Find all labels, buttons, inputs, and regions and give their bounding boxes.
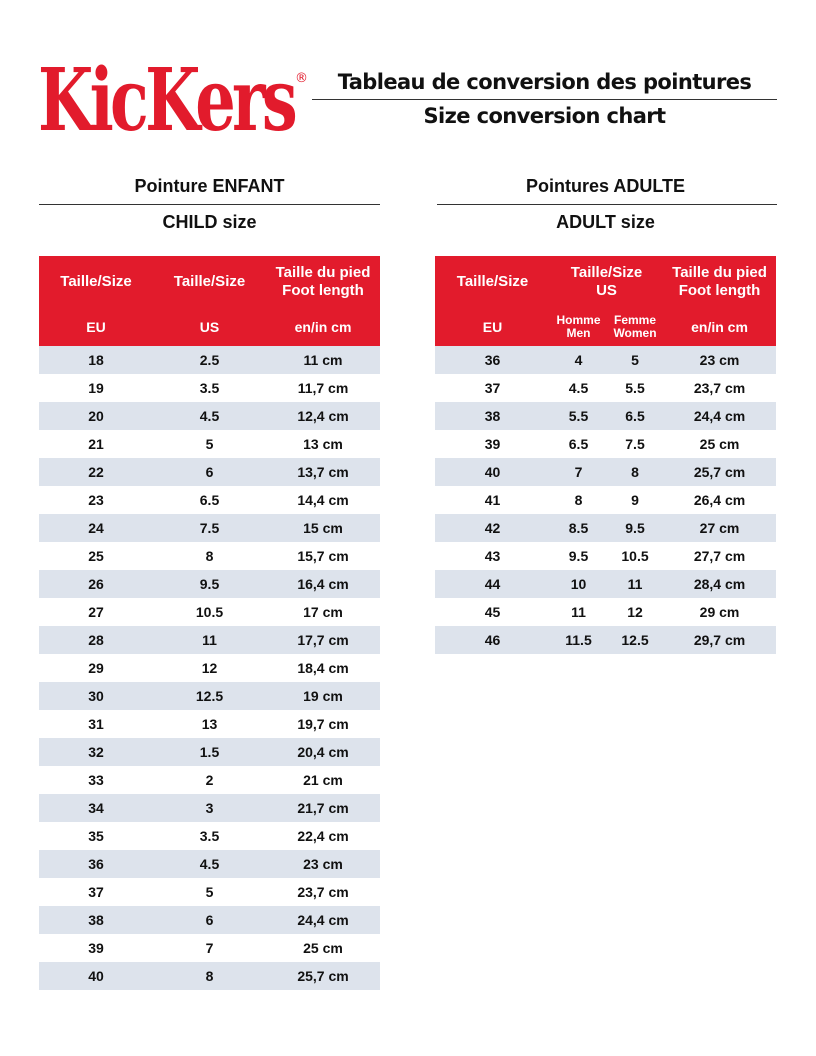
adult-table-row xyxy=(435,430,776,458)
child-cell-foot-length: 15 cm xyxy=(266,514,380,542)
adult-col-foot-length-header xyxy=(663,256,776,308)
child-cell-eu: 36 xyxy=(39,850,153,878)
adult-table-row xyxy=(435,598,776,626)
child-cell-us: 8 xyxy=(153,542,266,570)
adult-cell-us-women: 12 xyxy=(607,598,663,626)
chart-title-fr: Tableau de conversion des pointures xyxy=(337,70,752,94)
child-cell-eu: 28 xyxy=(39,626,153,654)
adult-women-fr: Femme xyxy=(613,313,657,327)
adult-cell-eu: 37 xyxy=(435,374,550,402)
child-cell-us: 6.5 xyxy=(153,486,266,514)
child-cell-eu: 19 xyxy=(39,374,153,402)
child-cell-foot-length: 21,7 cm xyxy=(266,794,380,822)
child-cell-us: 10.5 xyxy=(153,598,266,626)
child-cell-foot-length: 15,7 cm xyxy=(266,542,380,570)
adult-table-row xyxy=(435,542,776,570)
adult-cell-us-men: 11.5 xyxy=(550,626,607,654)
adult-cell-us-men: 5.5 xyxy=(550,402,607,430)
child-col-eu-size-header: Taille/Size xyxy=(39,256,153,308)
child-cell-us: 12.5 xyxy=(153,682,266,710)
child-cell-eu: 27 xyxy=(39,598,153,626)
adult-foot-length-fr: Taille du pied xyxy=(672,264,767,281)
child-cell-us: 3.5 xyxy=(153,374,266,402)
adult-cell-eu: 44 xyxy=(435,570,550,598)
child-col-eu-unit: EU xyxy=(39,308,153,346)
child-cell-us: 13 xyxy=(153,710,266,738)
child-table-row xyxy=(39,934,380,962)
child-table-row xyxy=(39,710,380,738)
child-cell-eu: 18 xyxy=(39,346,153,374)
child-table-row xyxy=(39,850,380,878)
adult-cell-eu: 39 xyxy=(435,430,550,458)
child-cell-us: 4.5 xyxy=(153,402,266,430)
child-cell-foot-length: 13,7 cm xyxy=(266,458,380,486)
adult-cell-eu: 46 xyxy=(435,626,550,654)
child-table-row xyxy=(39,822,380,850)
adult-table-row xyxy=(435,626,776,654)
child-table-row xyxy=(39,878,380,906)
child-cell-foot-length: 24,4 cm xyxy=(266,906,380,934)
header-divider xyxy=(312,99,777,100)
child-cell-us: 3.5 xyxy=(153,822,266,850)
child-cell-foot-length: 11 cm xyxy=(266,346,380,374)
child-table-row xyxy=(39,458,380,486)
adult-heading-en: ADULT size xyxy=(556,212,655,232)
adult-cell-us-women: 7.5 xyxy=(607,430,663,458)
child-cell-us: 12 xyxy=(153,654,266,682)
child-cell-eu: 34 xyxy=(39,794,153,822)
child-cell-foot-length: 18,4 cm xyxy=(266,654,380,682)
adult-cell-foot-length: 23 cm xyxy=(663,346,776,374)
child-table-row xyxy=(39,682,380,710)
child-col-cm-unit: en/in cm xyxy=(266,308,380,346)
adult-table-row xyxy=(435,486,776,514)
child-cell-foot-length: 14,4 cm xyxy=(266,486,380,514)
adult-cell-eu: 38 xyxy=(435,402,550,430)
child-table-row xyxy=(39,570,380,598)
child-table-row xyxy=(39,514,380,542)
child-cell-foot-length: 25 cm xyxy=(266,934,380,962)
adult-col-men-header xyxy=(550,308,607,346)
child-table-row xyxy=(39,906,380,934)
child-cell-foot-length: 22,4 cm xyxy=(266,822,380,850)
adult-cell-foot-length: 26,4 cm xyxy=(663,486,776,514)
adult-cell-foot-length: 29,7 cm xyxy=(663,626,776,654)
adult-cell-eu: 40 xyxy=(435,458,550,486)
adult-us-label: US xyxy=(596,282,617,299)
adult-table-row xyxy=(435,570,776,598)
adult-cell-foot-length: 24,4 cm xyxy=(663,402,776,430)
child-cell-eu: 40 xyxy=(39,962,153,990)
adult-cell-eu: 43 xyxy=(435,542,550,570)
adult-cell-us-men: 7 xyxy=(550,458,607,486)
adult-cell-us-women: 5 xyxy=(607,346,663,374)
child-cell-us: 2.5 xyxy=(153,346,266,374)
child-cell-eu: 38 xyxy=(39,906,153,934)
adult-cell-foot-length: 23,7 cm xyxy=(663,374,776,402)
child-col-us-unit: US xyxy=(153,308,266,346)
child-cell-us: 3 xyxy=(153,794,266,822)
adult-cell-us-men: 8.5 xyxy=(550,514,607,542)
child-cell-eu: 29 xyxy=(39,654,153,682)
child-col-foot-length-header xyxy=(266,256,380,308)
child-table-row xyxy=(39,962,380,990)
child-cell-eu: 39 xyxy=(39,934,153,962)
child-cell-foot-length: 25,7 cm xyxy=(266,962,380,990)
adult-col-us-size-header xyxy=(550,256,663,308)
child-foot-length-fr: Taille du pied xyxy=(275,264,371,281)
child-table-body xyxy=(39,346,380,990)
adult-col-women-header xyxy=(607,308,663,346)
child-table-row xyxy=(39,346,380,374)
child-table-row xyxy=(39,794,380,822)
adult-size-table xyxy=(435,256,776,654)
registered-mark: ® xyxy=(295,71,308,86)
adult-table-row xyxy=(435,458,776,486)
adult-table-row xyxy=(435,402,776,430)
adult-cell-foot-length: 25,7 cm xyxy=(663,458,776,486)
child-cell-us: 9.5 xyxy=(153,570,266,598)
adult-col-eu-unit: EU xyxy=(435,308,550,346)
adult-us-size-label: Taille/Size xyxy=(570,264,643,281)
adult-cell-us-women: 9 xyxy=(607,486,663,514)
adult-cell-foot-length: 27 cm xyxy=(663,514,776,542)
adult-cell-foot-length: 29 cm xyxy=(663,598,776,626)
child-table-row xyxy=(39,598,380,626)
adult-table-row xyxy=(435,346,776,374)
child-cell-foot-length: 17 cm xyxy=(266,598,380,626)
child-cell-eu: 31 xyxy=(39,710,153,738)
adult-cell-us-men: 9.5 xyxy=(550,542,607,570)
child-cell-eu: 22 xyxy=(39,458,153,486)
adult-cell-eu: 45 xyxy=(435,598,550,626)
child-cell-eu: 35 xyxy=(39,822,153,850)
child-cell-us: 8 xyxy=(153,962,266,990)
child-cell-foot-length: 23,7 cm xyxy=(266,878,380,906)
child-heading-en: CHILD size xyxy=(162,212,257,232)
child-cell-eu: 20 xyxy=(39,402,153,430)
child-cell-foot-length: 11,7 cm xyxy=(266,374,380,402)
child-cell-eu: 30 xyxy=(39,682,153,710)
child-table-row xyxy=(39,626,380,654)
adult-cell-us-men: 10 xyxy=(550,570,607,598)
child-foot-length-en: Foot length xyxy=(282,282,364,299)
child-table-row xyxy=(39,402,380,430)
adult-cell-foot-length: 27,7 cm xyxy=(663,542,776,570)
child-cell-us: 5 xyxy=(153,878,266,906)
child-table-row xyxy=(39,542,380,570)
adult-men-en: Men xyxy=(566,326,591,340)
child-table-row xyxy=(39,430,380,458)
child-cell-eu: 26 xyxy=(39,570,153,598)
child-size-table xyxy=(39,256,380,990)
adult-table-row xyxy=(435,514,776,542)
child-cell-foot-length: 12,4 cm xyxy=(266,402,380,430)
adult-col-eu-size-header: Taille/Size xyxy=(435,256,550,308)
adult-cell-us-women: 12.5 xyxy=(607,626,663,654)
child-cell-eu: 23 xyxy=(39,486,153,514)
adult-table-row xyxy=(435,374,776,402)
child-cell-us: 7 xyxy=(153,934,266,962)
child-cell-us: 7.5 xyxy=(153,514,266,542)
adult-cell-us-women: 5.5 xyxy=(607,374,663,402)
child-cell-foot-length: 19 cm xyxy=(266,682,380,710)
child-cell-eu: 37 xyxy=(39,878,153,906)
child-col-us-size-header: Taille/Size xyxy=(153,256,266,308)
child-heading-divider xyxy=(39,204,380,205)
child-table-row xyxy=(39,766,380,794)
child-cell-us: 6 xyxy=(153,458,266,486)
adult-cell-us-men: 4 xyxy=(550,346,607,374)
adult-col-cm-unit: en/in cm xyxy=(663,308,776,346)
adult-cell-foot-length: 28,4 cm xyxy=(663,570,776,598)
adult-cell-foot-length: 25 cm xyxy=(663,430,776,458)
adult-cell-us-women: 10.5 xyxy=(607,542,663,570)
adult-cell-us-women: 6.5 xyxy=(607,402,663,430)
child-table-row xyxy=(39,374,380,402)
adult-cell-us-men: 4.5 xyxy=(550,374,607,402)
child-cell-foot-length: 21 cm xyxy=(266,766,380,794)
adult-cell-us-men: 11 xyxy=(550,598,607,626)
child-cell-foot-length: 20,4 cm xyxy=(266,738,380,766)
child-cell-us: 1.5 xyxy=(153,738,266,766)
child-cell-eu: 21 xyxy=(39,430,153,458)
adult-men-fr: Homme xyxy=(556,313,601,327)
child-cell-us: 11 xyxy=(153,626,266,654)
adult-heading-fr: Pointures ADULTE xyxy=(525,176,685,196)
adult-heading-divider xyxy=(437,204,777,205)
chart-title-en: Size conversion chart xyxy=(423,104,666,128)
child-cell-eu: 25 xyxy=(39,542,153,570)
child-cell-foot-length: 13 cm xyxy=(266,430,380,458)
child-cell-us: 2 xyxy=(153,766,266,794)
kickers-logo xyxy=(38,52,308,144)
adult-cell-us-men: 8 xyxy=(550,486,607,514)
child-cell-us: 6 xyxy=(153,906,266,934)
child-cell-foot-length: 16,4 cm xyxy=(266,570,380,598)
adult-foot-length-en: Foot length xyxy=(678,282,761,299)
child-cell-eu: 33 xyxy=(39,766,153,794)
adult-cell-us-women: 11 xyxy=(607,570,663,598)
child-cell-us: 4.5 xyxy=(153,850,266,878)
adult-table-body xyxy=(435,346,776,654)
adult-women-en: Women xyxy=(613,326,657,340)
child-cell-us: 5 xyxy=(153,430,266,458)
child-cell-eu: 24 xyxy=(39,514,153,542)
adult-cell-eu: 42 xyxy=(435,514,550,542)
adult-cell-us-men: 6.5 xyxy=(550,430,607,458)
child-table-row xyxy=(39,738,380,766)
adult-cell-eu: 36 xyxy=(435,346,550,374)
adult-cell-us-women: 8 xyxy=(607,458,663,486)
child-heading-fr: Pointure ENFANT xyxy=(134,176,285,196)
logo-wordmark: KicKers xyxy=(38,52,296,144)
child-table-row xyxy=(39,654,380,682)
child-cell-eu: 32 xyxy=(39,738,153,766)
child-table-row xyxy=(39,486,380,514)
child-cell-foot-length: 17,7 cm xyxy=(266,626,380,654)
child-cell-foot-length: 23 cm xyxy=(266,850,380,878)
adult-cell-eu: 41 xyxy=(435,486,550,514)
adult-cell-us-women: 9.5 xyxy=(607,514,663,542)
child-cell-foot-length: 19,7 cm xyxy=(266,710,380,738)
